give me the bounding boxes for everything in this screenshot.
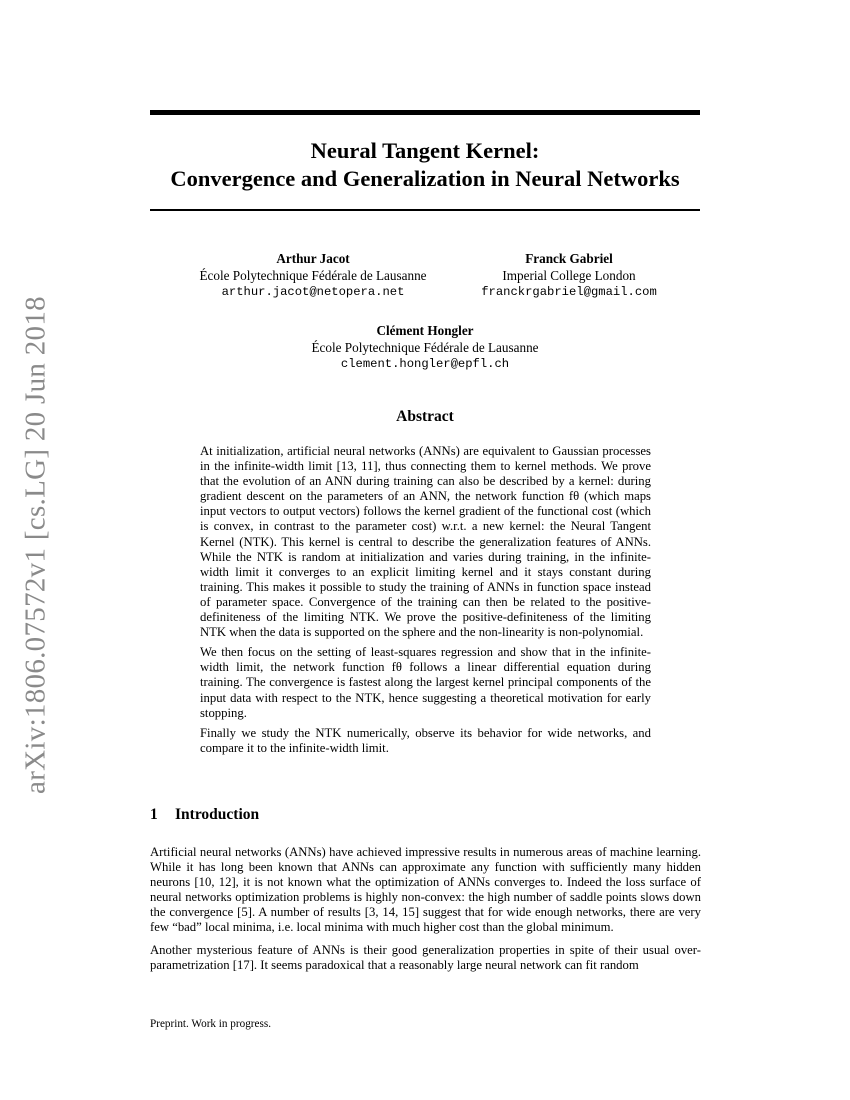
title-bottom-rule — [150, 209, 700, 211]
section-heading — [150, 806, 259, 824]
author-email: franckrgabriel@gmail.com — [481, 285, 657, 299]
author-affiliation: École Polytechnique Fédérale de Lausanne — [311, 340, 539, 355]
author-affiliation: École Polytechnique Fédérale de Lausanne — [199, 268, 427, 283]
body-paragraph: Artificial neural networks (ANNs) have achieved impressive results in numerous areas of machine learning. While it has long been known that ANNs can approximate any function with sufficiently many hidden neurons [10, 12], it is not known what the optimization of ANNs converges to. Indeed the loss surface of neural networks optimization problems is highly non-convex: the high number of saddle points slows down the convergence [5]. A number of results [3, 14, 15] suggest that for wide enough networks, there are very few “bad” local minima, i.e. local minima with much higher cost than the global minimum. — [150, 845, 701, 935]
paper-title — [150, 137, 700, 193]
author-affiliation: Imperial College London — [502, 268, 636, 283]
title-line-2: Convergence and Generalization in Neural Networks — [170, 166, 680, 191]
author-name: Arthur Jacot — [276, 251, 350, 266]
abstract-heading: Abstract — [396, 408, 454, 425]
author-block — [265, 322, 585, 373]
author-email: arthur.jacot@netopera.net — [221, 285, 405, 299]
title-line-1: Neural Tangent Kernel: — [310, 138, 540, 163]
abstract-paragraph: Finally we study the NTK numerically, observe its behavior for wide networks, and compare it to the infinite-width limit. — [200, 725, 651, 755]
author-name: Franck Gabriel — [525, 251, 613, 266]
abstract-body — [200, 444, 651, 761]
footer-note: Preprint. Work in progress. — [150, 1018, 272, 1030]
author-block — [409, 250, 729, 301]
title-top-rule — [150, 110, 700, 115]
body-paragraph: Another mysterious feature of ANNs is their good generalization properties in spite of their usual over-parametrization [17]. It seems paradoxical that a reasonably large neural network can fit random — [150, 942, 701, 972]
section-number: 1 — [150, 806, 158, 823]
abstract-paragraph: We then focus on the setting of least-squares regression and show that in the infinite-width limit, the network function fθ follows a linear differential equation during training. The convergence is fastest along the largest kernel principal components of the input data with respect to the NTK, hence suggesting a theoretical motivation for early stopping. — [200, 645, 651, 720]
introduction-body — [150, 845, 701, 980]
section-title: Introduction — [175, 806, 260, 823]
abstract-paragraph: At initialization, artificial neural networks (ANNs) are equivalent to Gaussian processes in the infinite-width limit [13, 11], thus connecting them to kernel methods. We prove that the evolution of an ANN during training can also be described by a kernel: during gradient descent on the parameters of an ANN, the network function fθ (which maps input vectors to output vectors) follows the kernel gradient of the functional cost (which is convex, in contrast to the parameter cost) w.r.t. a new kernel: the Neural Tangent Kernel (NTK). This kernel is central to describe the generalization features of ANNs. While the NTK is random at initialization and varies during training, in the infinite-width limit it converges to an explicit limiting kernel and it stays constant during training. This makes it possible to study the training of ANNs in function space instead of parameter space. Convergence of the training can then be related to the positive-definiteness of the limiting NTK. We prove the positive-definiteness of the limiting NTK when the data is supported on the sphere and the non-linearity is non-polynomial. — [200, 444, 651, 640]
author-name: Clément Hongler — [376, 323, 474, 338]
author-email: clement.hongler@epfl.ch — [340, 357, 510, 371]
arxiv-identifier: arXiv:1806.07572v1 [cs.LG] 20 Jun 2018 — [19, 296, 52, 794]
